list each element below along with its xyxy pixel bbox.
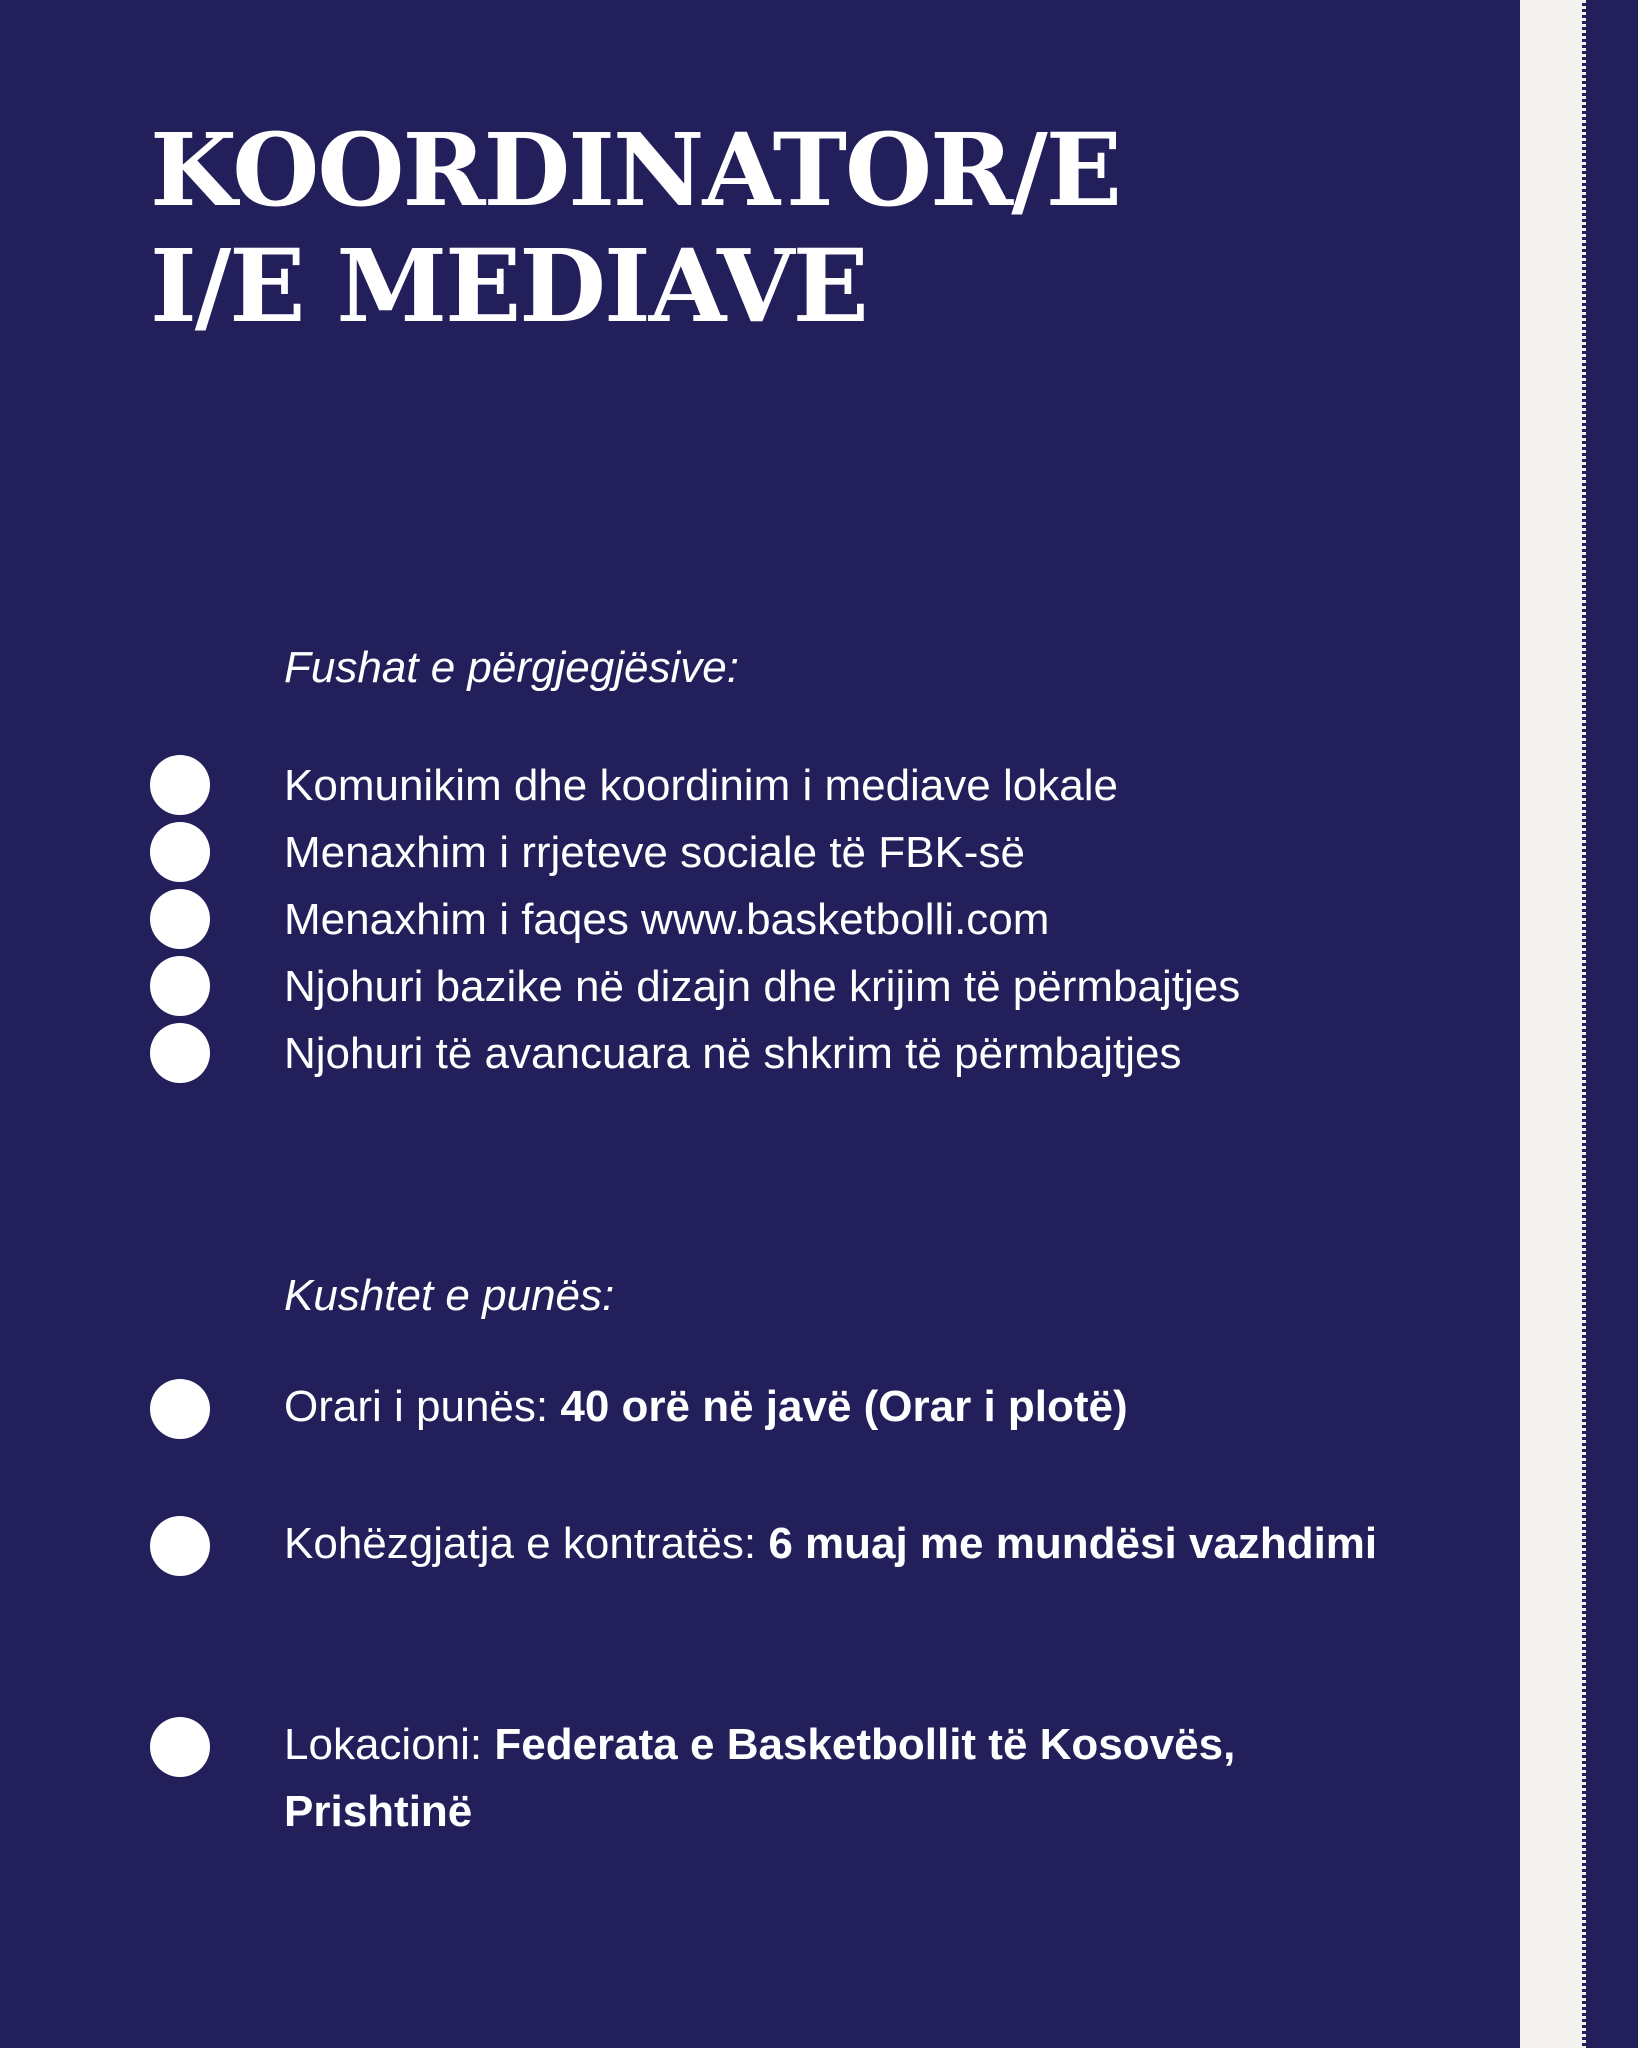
- responsibility-text: Njohuri bazike në dizajn dhe krijim të përmbajtjes: [284, 962, 1241, 1011]
- condition-text: [284, 1373, 1404, 1440]
- condition-value: 6 muaj me mundësi vazhdimi: [768, 1519, 1378, 1568]
- condition-value: Federata e Basketbollit të Kosovës, Prishtinë: [284, 1720, 1236, 1836]
- bullet-icon: [150, 1023, 210, 1083]
- bullet-icon: [150, 956, 210, 1016]
- bullet-icon: [150, 889, 210, 949]
- responsibility-text: Njohuri të avancuara në shkrim të përmbajtjes: [284, 1029, 1182, 1078]
- condition-label: Kohëzgjatja e kontratës:: [284, 1519, 769, 1568]
- right-band: [1586, 0, 1638, 2048]
- condition-text: [284, 1711, 1404, 1845]
- responsibility-text: Menaxhim i rrjeteve sociale të FBK-së: [284, 828, 1025, 877]
- bullet-icon: [150, 822, 210, 882]
- title-line-2: I/E MEDIAVE: [150, 227, 867, 345]
- responsibility-text: Komunikim dhe koordinim i mediave lokale: [284, 761, 1118, 810]
- condition-label: Orari i punës:: [284, 1382, 561, 1431]
- condition-value: 40 orë në javë (Orar i plotë): [560, 1382, 1128, 1431]
- bullet-icon: [150, 1516, 210, 1576]
- condition-label: Lokacioni:: [284, 1720, 495, 1769]
- conditions-heading: Kushtet e punës:: [284, 1271, 615, 1320]
- bullet-icon: [150, 755, 210, 815]
- responsibilities-heading: Fushat e përgjegjësive:: [284, 643, 739, 692]
- responsibility-text: Menaxhim i faqes www.basketbolli.com: [284, 895, 1050, 944]
- side-strip: [1520, 0, 1582, 2048]
- bullet-icon: [150, 1717, 210, 1777]
- condition-text: [284, 1510, 1404, 1577]
- bullet-icon: [150, 1379, 210, 1439]
- page-title: [150, 112, 1120, 344]
- title-line-1: KOORDINATOR/E: [150, 111, 1120, 229]
